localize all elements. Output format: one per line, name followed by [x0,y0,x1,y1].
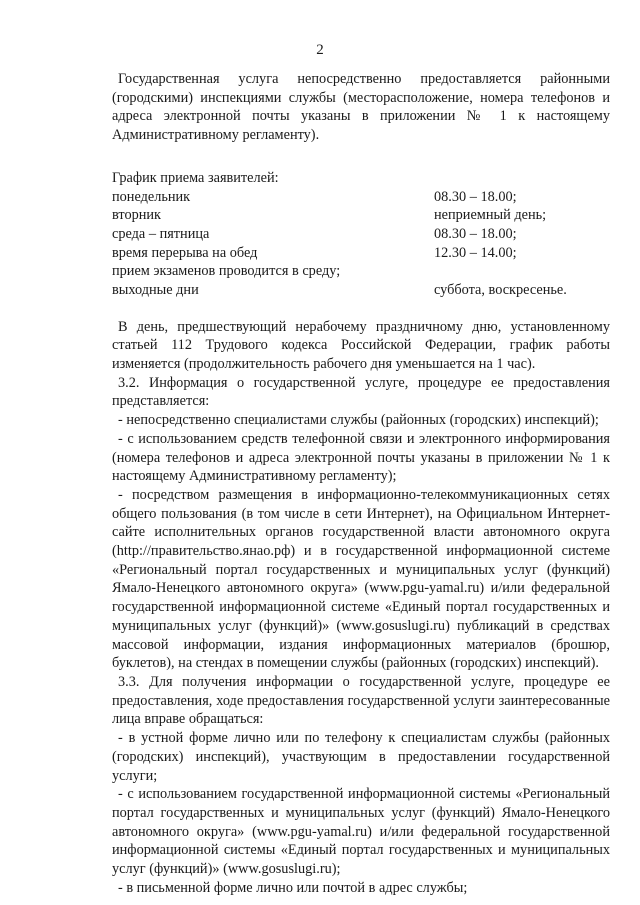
list-item: - в устной форме лично или по телефону к специалистам службы (районных (городских) инспекций), участвующим в предоставлении государственной услуги; [112,730,610,784]
document-body [112,70,610,897]
schedule-time: неприемный день; [434,207,547,224]
schedule-heading: График приема заявителей: [112,169,279,186]
schedule-time: 08.30 – 18.00; [434,188,517,205]
section-3-2-lead: 3.2. Информация о государственной услуге, процедуре ее предоставления представляется: [112,374,610,410]
section-3-3-lead: 3.3. Для получения информации о государственной услуге, процедуре ее предоставления, ходе предоставления государственной услуги заинтересованные лица вправе обращаться: [112,673,610,728]
schedule-row [112,244,610,263]
schedule-heading-row [112,169,610,188]
schedule-day: понедельник [112,188,191,205]
reception-schedule [112,169,610,300]
holiday-paragraph: В день, предшествующий нерабочему праздничному дню, установленному статьей 112 Трудового кодекса Российской Федерации, график работы изменяется (продолжительность рабочего дня уменьшается на 1 час). [112,318,610,373]
list-item: - непосредственно специалистами службы (районных (городских) инспекций); [118,412,599,429]
schedule-row [112,281,610,300]
list-item: - с использованием государственной информационной системы «Региональный портал государственных и муниципальных услуг (функций) Ямало-Ненецкого автономного округа» (www.pgu-yamal.ru) и/или федеральной государственной информационной системы «Единый портал государственных и муниципальных услуг (функций)» (www.gosuslugi.ru); [112,786,610,878]
list-item: - в письменной форме лично или почтой в адрес службы; [118,879,468,896]
schedule-day: время перерыва на обед [112,244,258,261]
schedule-time: суббота, воскресенье. [434,281,567,298]
list-item: - посредством размещения в информационно-телекоммуникационных сетях общего пользования (в том числе в сети Интернет), на Официальном Интернет-сайте исполнительных органов государственной власти автономного округа (http://правительство.янао.рф) и в государственной информационной системе «Региональный портал государственных и муниципальных услуг (функций) Ямало-Ненецкого автономного округа» (www.pgu-yamal.ru) и/или федеральной государственной информационной системе «Единый портал государственных и муниципальных услуг (функций)» (www.gosuslugi.ru) публикаций в средствах массовой информации, издания информационных материалов (брошюр, буклетов), на стендах в помещении службы (районных (городских) инспекций). [112,486,610,672]
list-item: - с использованием средств телефонной связи и электронного информирования (номера телефонов и адреса электронной почты указаны в приложении № 1 к настоящему Административному регламенту); [112,430,610,485]
schedule-row [112,206,610,225]
schedule-time: 08.30 – 18.00; [434,225,517,242]
schedule-day: среда – пятница [112,225,210,242]
schedule-time [434,262,610,281]
intro-paragraph: Государственная услуга непосредственно предоставляется районными (городскими) инспекциями службы (месторасположение, номера телефонов и адреса электронной почты указаны в приложении № 1 к настоящему Административному регламенту). [112,71,610,144]
schedule-day: прием экзаменов проводится в среду; [112,263,341,280]
page-number: 2 [316,42,324,58]
schedule-row [112,225,610,244]
schedule-day: вторник [112,207,161,224]
schedule-row [112,262,610,281]
schedule-time: 12.30 – 14.00; [434,244,517,261]
schedule-day: выходные дни [112,281,199,298]
schedule-row [112,188,610,207]
